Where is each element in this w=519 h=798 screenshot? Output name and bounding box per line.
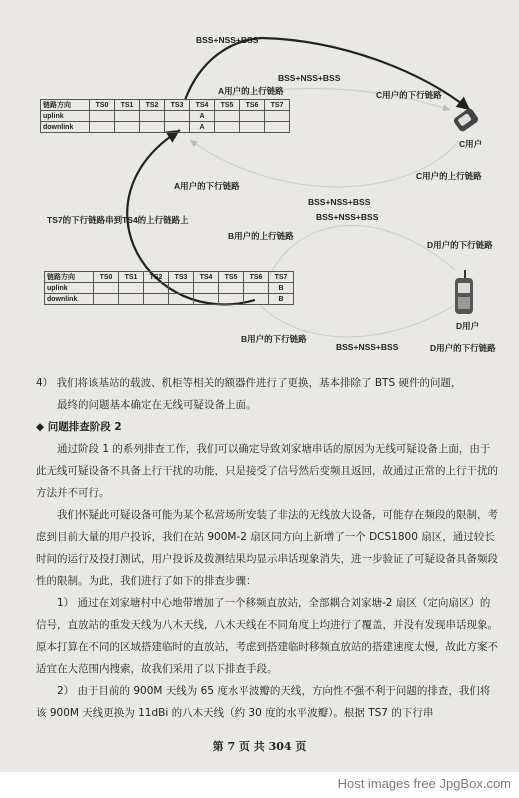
label-d-downlink-top: D用户的下行链路 xyxy=(427,240,493,250)
label-ts7-note: TS7的下行链路串到TS4的上行链路上 xyxy=(47,215,189,225)
table-row: downlink A xyxy=(41,122,290,133)
label-bss-bottom: BSS+NSS+BSS xyxy=(336,342,399,352)
table-row: uplink A xyxy=(41,111,290,122)
label-c-user: C用户 xyxy=(459,139,483,149)
label-bss-mid2: BSS+NSS+BSS xyxy=(316,212,379,222)
table-header-row: 链路方向 TS0 TS1 TS2 TS3 TS4 TS5 TS6 TS7 xyxy=(45,272,294,283)
item-4-continued: 最终的问题基本确定在无线可疑设备上面。 xyxy=(57,399,257,411)
paragraph-1: 通过阶段 1 的系列排查工作，我们可以确定导致刘家塘串话的原因为无线可疑设备上面，由于此无线可疑设备不具备上行干扰的功能，只是接受了信号然后变频且返回，故通过正常的上行干扰的方法并不可行。 xyxy=(36,443,498,499)
label-b-uplink: B用户的上行链路 xyxy=(228,231,294,241)
label-d-downlink-bottom: D用户的下行链路 xyxy=(430,343,496,353)
label-c-uplink: C用户的上行链路 xyxy=(416,171,482,181)
label-b-downlink: B用户的下行链路 xyxy=(241,334,307,344)
page-number: 第 7 页 共 304 页 xyxy=(212,740,307,753)
phone-c-icon xyxy=(452,107,479,133)
timeslot-table-b xyxy=(44,271,294,305)
section-title: ◆ 问题排查阶段 2 xyxy=(36,421,122,433)
table-header-row: 链路方向 TS0 TS1 TS2 TS3 TS4 TS5 TS6 TS7 xyxy=(41,100,290,111)
watermark-text: Host images free JpgBox.com xyxy=(337,776,511,791)
label-a-downlink: A用户的下行链路 xyxy=(174,181,240,191)
label-a-uplink: A用户的上行链路 xyxy=(218,86,284,96)
label-bss-top: BSS+NSS+BSS xyxy=(196,35,259,45)
watermark-bar xyxy=(0,772,519,798)
paragraph-2: 我们怀疑此可疑设备可能为某个私营场所安装了非法的无线放大设备，可能存在频段的限制，考虑到目前大量的用户投诉，我们在站 900M-2 扇区同方向上新增了一个 DCS1800 扇区，通过较长时间的运行及投打测试，用户投诉及拨测结果均显示串话现象消失，进一步验证了可疑设备具备频段性的限制。为此，我们进行了如下的排查步骤： xyxy=(36,509,498,587)
timeslot-table-a xyxy=(40,99,290,133)
phone-d-icon xyxy=(455,270,473,314)
step-2: 2） 由于目前的 900M 天线为 65 度水平波瓣的天线，方向性不强不利于问题的排查，我们将该 900M 天线更换为 11dBi 的八木天线（约 30 度的水平波瓣）。根据 TS7 的下行串 xyxy=(36,685,491,719)
label-bss-mid1: BSS+NSS+BSS xyxy=(308,197,371,207)
step-1: 1） 通过在刘家塘村中心地带增加了一个移频直放站，全部耦合刘家塘-2 扇区（定向扇区）的信号，直放站的重发天线为八木天线，八木天线在不同角度上均进行了覆盖，并没有发现串话现象。原本打算在不同的区域搭建临时的直放站，考虑到搭建临时移频直放站的搭建速度太慢，故此方案不适宜在大范围内搜索，故我们采用了以下排查手段。 xyxy=(36,597,498,675)
item-4: 4） 我们将该基站的载波、机柜等相关的额器件进行了更换，基本排除了 BTS 硬件的问题， xyxy=(36,377,462,389)
label-c-downlink: C用户的下行链路 xyxy=(376,90,442,100)
label-d-user: D用户 xyxy=(456,321,480,331)
table-row: downlink B xyxy=(45,294,294,305)
label-bss-c: BSS+NSS+BSS xyxy=(278,73,341,83)
table-row: uplink B xyxy=(45,283,294,294)
diamond-bullet-icon: ◆ xyxy=(36,421,45,433)
body-text xyxy=(36,372,498,724)
